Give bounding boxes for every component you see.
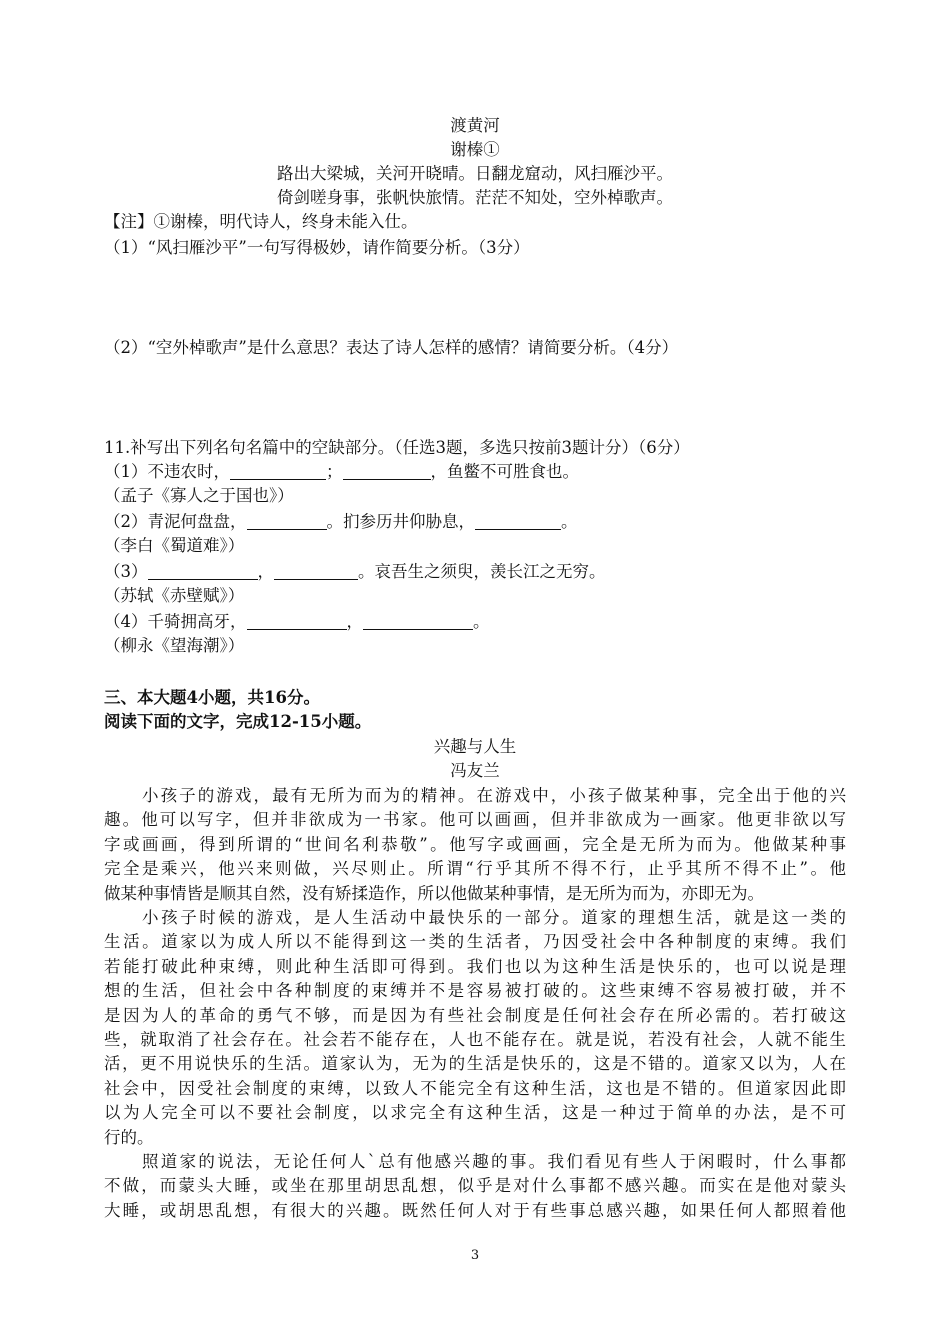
- q11-item-1-source: （孟子《寡人之于国也》）: [104, 486, 294, 505]
- q11-item-1-text-c: ，鱼鳖不可胜食也。: [430, 462, 579, 481]
- poem-question-1: （1）“风扫雁沙平”一句写得极妙，请作简要分析。（3分）: [104, 238, 530, 257]
- section-instruction: 阅读下面的文字，完成12-15小题。: [104, 712, 372, 731]
- q11-prompt: 11.补写出下列名句名篇中的空缺部分。（任选3题，多选只按前3题计分）（6分）: [104, 438, 690, 457]
- answer-blank[interactable]: [247, 511, 327, 530]
- q11-item-3-text-c: 。哀吾生之须臾，羡长江之无穷。: [358, 562, 606, 581]
- article-line: 些，就取消了社会存在。社会若不能存在，人也不能存在。就是说，若没有社会，人就不能生: [104, 1030, 846, 1049]
- article-line: 完全是乘兴，他兴来则做，兴尽则止。所谓“行乎其所不得不行，止乎其所不得不止”。他: [104, 859, 846, 879]
- article-line: 小孩子的游戏，最有无所为而为的精神。在游戏中，小孩子做某种事，完全出于他的兴: [142, 786, 846, 805]
- poem-note: 【注】①谢榛，明代诗人，终身未能入仕。: [104, 212, 418, 231]
- poem-question-2: （2）“空外棹歌声”是什么意思？表达了诗人怎样的感情？请简要分析。（4分）: [104, 338, 679, 357]
- q11-item-4-text-b: ，: [346, 612, 363, 631]
- q11-item-1-text-b: ；: [326, 462, 343, 481]
- answer-blank[interactable]: [363, 611, 473, 630]
- q11-item-4: [104, 610, 846, 634]
- section-heading: 三、本大题4小题，共16分。: [104, 688, 320, 707]
- poem-author: 谢榛①: [450, 140, 500, 159]
- article-line: 大睡，或胡思乱想，有很大的兴趣。既然任何人对于有些事总感兴趣，如果任何人都照着他: [104, 1200, 846, 1220]
- q11-item-2-text-c: 。: [561, 512, 578, 531]
- q11-item-2-text-b: 。扪参历井仰胁息，: [326, 512, 475, 531]
- q11-item-1: [104, 460, 846, 484]
- answer-blank[interactable]: [475, 511, 561, 530]
- article-line: 照道家的说法，无论任何人`总有他感兴趣的事。我们看见有些人于闲暇时，什么事都: [142, 1152, 846, 1171]
- article-line: 是因为人的革命的勇气不够，而是因为有些社会制度是任何社会存在所必需的。若打破这: [104, 1005, 846, 1025]
- q11-item-3-text-b: ，: [257, 562, 274, 581]
- q11-item-4-source: （柳永《望海潮》）: [104, 636, 245, 655]
- q11-item-1-text-a: （1）不违农时，: [104, 462, 230, 481]
- article-line: 若能打破此种束缚，则此种生活即可得到。我们也以为这种生活是快乐的，也可以说是理: [104, 956, 846, 976]
- article-author: 冯友兰: [450, 761, 500, 780]
- page-number: 3: [470, 1248, 480, 1263]
- article-line: 行的。: [104, 1127, 154, 1147]
- answer-blank[interactable]: [148, 561, 258, 580]
- article-line: 社会中，因受社会制度的束缚，以致人不能完全有这种生活，这也是不错的。但道家因此即: [104, 1078, 846, 1098]
- answer-blank[interactable]: [247, 611, 347, 630]
- article-line: 以为人完全可以不要社会制度，以求完全有这种生活，这是一种过于简单的办法，是不可: [104, 1103, 846, 1123]
- answer-blank[interactable]: [343, 461, 431, 480]
- poem-line-1: 路出大梁城，关河开晓晴。日翻龙窟动，风扫雁沙平。: [277, 164, 673, 183]
- q11-item-3-text-a: （3）: [104, 562, 148, 581]
- article-line: 小孩子时候的游戏，是人生活动中最快乐的一部分。道家的理想生活，就是这一类的: [142, 908, 846, 927]
- article-line: 想的生活，但社会中各种制度的束缚并不是容易被打破的。这些束缚不容易被打破，并不: [104, 981, 846, 1001]
- article-line: 生活。道家以为成人所以不能得到这一类的生活者，乃因受社会中各种制度的束缚。我们: [104, 932, 846, 952]
- q11-item-2: [104, 510, 846, 534]
- q11-item-4-text-a: （4）千骑拥高牙，: [104, 612, 247, 631]
- article-line: 做某种事情皆是顺其自然，没有矫揉造作，所以他做某种事情，是无所为而为，亦即无为。: [104, 883, 764, 903]
- article-line: 趣。他可以写字，但并非欲成为一书家。他可以画画，但并非欲成为一画家。他更非欲以写: [104, 810, 846, 830]
- poem-line-2: 倚剑嗟身事，张帆快旅情。茫茫不知处，空外棹歌声。: [277, 188, 673, 207]
- q11-item-2-source: （李白《蜀道难》）: [104, 536, 245, 555]
- q11-item-3-source: （苏轼《赤壁赋》）: [104, 586, 245, 605]
- poem-title: 渡黄河: [450, 116, 500, 135]
- q11-item-4-text-c: 。: [473, 612, 490, 631]
- q11-item-3: [104, 560, 846, 584]
- article-line: 字或画画，得到所谓的“世间名利恭敬”。他写字或画画，完全是无所为而为。他做某种事: [104, 834, 846, 854]
- article-line: 不做，而蒙头大睡，或坐在那里胡思乱想，似乎是对什么事都不感兴趣。而实在是他对蒙头: [104, 1176, 846, 1196]
- q11-item-2-text-a: （2）青泥何盘盘，: [104, 512, 247, 531]
- article-title: 兴趣与人生: [433, 737, 517, 756]
- article-line: 活，更不用说快乐的生活。道家认为，无为的生活是快乐的，这是不错的。道家又以为，人在: [104, 1054, 846, 1074]
- answer-blank[interactable]: [274, 561, 358, 580]
- answer-blank[interactable]: [230, 461, 326, 480]
